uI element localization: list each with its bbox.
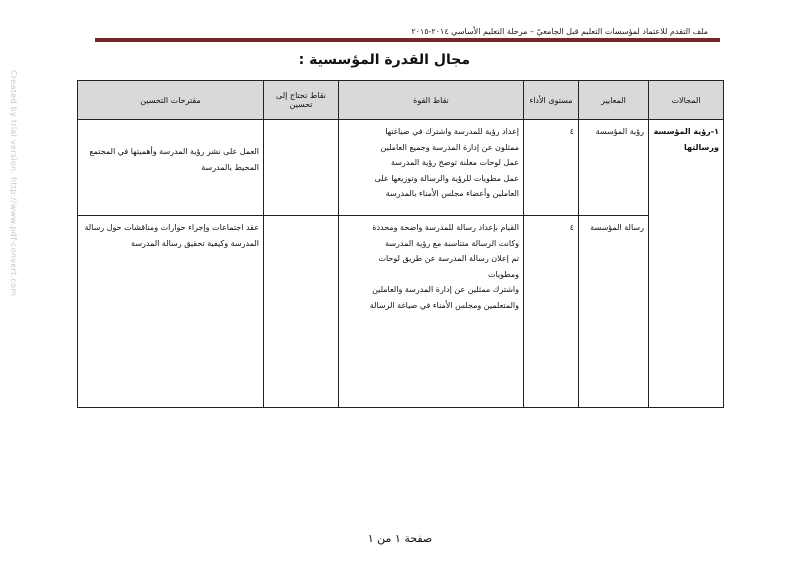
- header-improvement-points: نقاط تحتاج إلى تحسين: [264, 81, 339, 120]
- table-row: [78, 120, 724, 216]
- strength-line: العاملين وأعضاء مجلس الأمناء بالمدرسة: [385, 189, 519, 199]
- header-level: مستوى الأداء: [524, 81, 579, 120]
- table-header-row: [78, 81, 724, 120]
- level-cell: ٤: [524, 120, 579, 216]
- improvement-points-cell: [264, 216, 339, 408]
- evaluation-table: [77, 80, 724, 408]
- header-suggestions: مقترحات التحسين: [78, 81, 264, 120]
- header-strengths: نقاط القوة: [339, 81, 524, 120]
- standard-cell: رؤية المؤسسة: [579, 120, 649, 216]
- level-cell: ٤: [524, 216, 579, 408]
- suggestion-text: العمل على نشر رؤية المدرسة وأهميتها في المجتمع المحيط بالمدرسة: [89, 147, 259, 172]
- document-header: ملف التقدم للاعتماد لمؤسسات التعليم قبل الجامعيّ – مرحلة التعليم الأساسي ٢٠١٤-٢٠١٥: [411, 27, 708, 36]
- strength-line: ممثلون عن إدارة المدرسة وجميع العاملين: [380, 142, 519, 152]
- strengths-cell: [339, 216, 524, 408]
- strength-line: وكانت الرسالة متناسبة مع رؤية المدرسة: [385, 238, 519, 248]
- strength-line: ومطويات: [487, 269, 519, 279]
- improvement-points-cell: [264, 120, 339, 216]
- strength-line: والمتعلمين ومجلس الأمناء في صياغة الرسالة: [369, 300, 519, 310]
- strength-line: تم إعلان رسالة المدرسة عن طريق لوحات: [378, 254, 519, 264]
- header-standards: المعايير: [579, 81, 649, 120]
- strength-line: واشترك ممثلين عن إدارة المدرسة والعاملين: [372, 285, 519, 295]
- watermark: Created by trial version. http://www.pdf-convert.com: [9, 70, 18, 297]
- header-divider: [95, 38, 720, 42]
- header-domains: المجالات: [649, 81, 724, 120]
- standard-cell: رسالة المؤسسة: [579, 216, 649, 408]
- table-row: [78, 216, 724, 408]
- strength-line: عمل مطويات للرؤية والرسالة وتوزيعها على: [374, 173, 519, 183]
- strengths-cell: [339, 120, 524, 216]
- suggestions-cell: عقد اجتماعات وإجراء حوارات ومناقشات حول رسالة المدرسة وكيفية تحقيق رسالة المدرسة: [78, 216, 264, 408]
- strength-line: إعداد رؤية للمدرسة واشترك في صياغتها: [385, 127, 519, 136]
- suggestions-cell: [78, 120, 264, 216]
- section-title: مجال القدرة المؤسسية :: [298, 52, 470, 68]
- domain-cell: ١-رؤية المؤسسة ورسالتها: [649, 120, 724, 408]
- strength-line: عمل لوحات معلنة توضح رؤية المدرسة: [390, 158, 519, 168]
- strength-line: القيام بإعداد رسالة للمدرسة واضحة ومحددة: [372, 223, 519, 232]
- page-number: صفحة ١ من ١: [367, 532, 433, 545]
